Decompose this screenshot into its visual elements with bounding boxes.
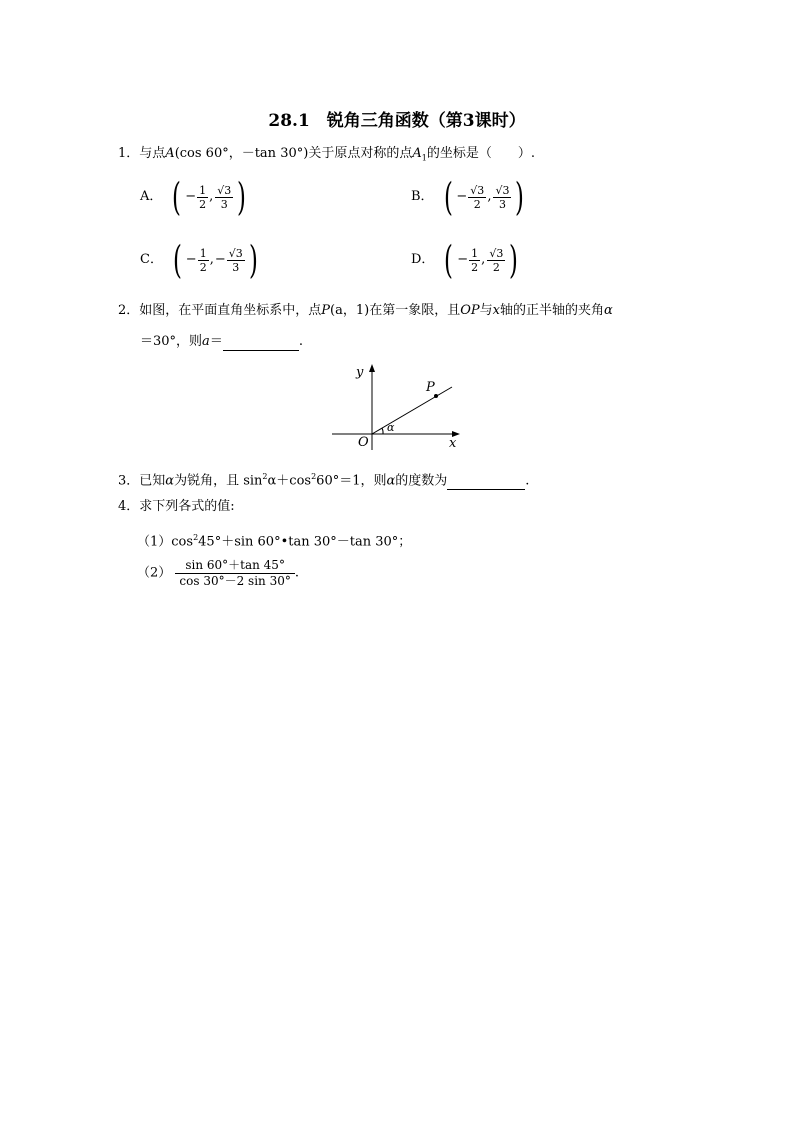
- q2-text-e: ＝30°，则: [140, 334, 203, 349]
- right-paren: ): [248, 238, 258, 282]
- q3-text-a: 已知: [139, 473, 166, 489]
- superscript: 2: [311, 472, 317, 481]
- sign: −: [185, 189, 197, 204]
- right-paren: ): [515, 175, 525, 219]
- right-paren: ): [509, 238, 519, 282]
- question-4: [118, 498, 235, 516]
- sign: −: [185, 252, 197, 267]
- option-b[interactable]: [411, 175, 527, 219]
- coordinate-figure: [328, 360, 468, 452]
- fraction: $\frac{√3}{3}$: [217, 183, 232, 211]
- fraction: $\frac{1}{2}$: [199, 246, 207, 274]
- option-label: D．: [411, 252, 435, 267]
- right-paren: ): [237, 175, 247, 219]
- option-d[interactable]: [411, 238, 521, 282]
- question-number: 1．: [118, 146, 140, 161]
- fraction: $\frac{√3}{2}$: [470, 183, 485, 211]
- p-label: P: [426, 380, 435, 395]
- sign: −: [456, 189, 468, 204]
- option-label: B．: [411, 189, 434, 204]
- comma: ,: [209, 189, 214, 204]
- q3-text-d: 60°＝1，则: [316, 473, 387, 489]
- a-var: a: [202, 334, 210, 349]
- left-paren: (: [172, 175, 182, 219]
- origin-label: O: [358, 435, 369, 450]
- left-paren: (: [444, 238, 454, 282]
- period: .: [298, 334, 303, 349]
- ray-op: [372, 387, 452, 434]
- fraction: $\frac{√3}{3}$: [495, 183, 510, 211]
- segment-op: OP: [460, 303, 480, 318]
- q1-text-c: 的坐标是（ ）.: [426, 146, 535, 161]
- numerator: sin 60°＋tan 45°: [175, 558, 294, 574]
- option-c[interactable]: [140, 238, 261, 282]
- expression-fraction: [175, 558, 294, 589]
- left-paren: (: [443, 175, 453, 219]
- angle-arc: [382, 428, 383, 434]
- point-a1: A: [412, 146, 422, 161]
- alpha-var: α: [386, 473, 396, 489]
- period: .: [525, 473, 530, 489]
- point-p: P: [321, 303, 331, 318]
- subscript: 1: [421, 153, 427, 163]
- q2-text-c: 与: [479, 303, 493, 318]
- answer-blank[interactable]: [447, 475, 525, 490]
- alpha-var: α: [604, 303, 613, 318]
- question-4-part-2: [137, 558, 299, 589]
- period: .: [294, 565, 300, 581]
- point-a-coords: (cos 60°，－tan 30°): [174, 146, 309, 161]
- question-number: 4．: [118, 499, 140, 514]
- question-4-part-1: [137, 529, 411, 551]
- q1-text-a: 与点: [139, 146, 166, 161]
- question-2-line-2: [140, 333, 303, 351]
- q3-text-c: α＋cos: [267, 473, 312, 489]
- point-a: A: [165, 146, 175, 161]
- superscript: 2: [262, 472, 268, 481]
- part-label: （1）: [137, 534, 172, 550]
- angle-label: α: [387, 421, 395, 434]
- question-1: [118, 145, 535, 168]
- fraction: $\frac{1}{2}$: [199, 183, 207, 211]
- superscript: 2: [193, 533, 199, 542]
- part-label: （2）: [137, 565, 172, 581]
- option-label: A．: [140, 189, 163, 204]
- q2-text-f: ＝: [209, 334, 223, 349]
- p1-text-b: 45°＋sin 60°•tan 30°－tan 30°；: [198, 534, 412, 550]
- comma: ,: [209, 252, 214, 267]
- q1-text-b: 关于原点对称的点: [308, 146, 413, 161]
- comma: ,: [481, 252, 486, 267]
- q2-text-b: (a，1)在第一象限，且: [330, 303, 461, 318]
- q4-text: 求下列各式的值:: [139, 499, 235, 514]
- left-paren: (: [172, 238, 182, 282]
- question-number: 3．: [118, 473, 140, 489]
- option-label: C．: [140, 252, 163, 267]
- fraction: $\frac{√3}{2}$: [489, 246, 504, 274]
- option-a[interactable]: [140, 175, 249, 219]
- q3-text-b: 为锐角，且 sin: [174, 473, 263, 489]
- q2-text-a: 如图，在平面直角坐标系中，点: [139, 303, 322, 318]
- y-axis-arrow: [369, 364, 375, 372]
- question-2-line-1: [118, 302, 613, 320]
- x-var: x: [492, 303, 500, 318]
- alpha-var: α: [165, 473, 175, 489]
- fraction: $\frac{√3}{3}$: [228, 246, 243, 274]
- question-3: [118, 468, 529, 490]
- y-label: y: [356, 365, 364, 380]
- p1-text-a: cos: [171, 534, 194, 550]
- question-number: 2．: [118, 303, 140, 318]
- q3-text-e: 的度数为: [395, 473, 448, 489]
- fraction: $\frac{1}{2}$: [471, 246, 479, 274]
- sign: −: [457, 252, 469, 267]
- comma: ,: [487, 189, 492, 204]
- sign: −: [214, 252, 226, 267]
- denominator: cos 30°－2 sin 30°: [179, 574, 291, 588]
- x-label: x: [449, 436, 457, 451]
- page-title: 28.1 锐角三角函数（第3课时）: [268, 111, 526, 131]
- answer-blank[interactable]: [223, 336, 299, 351]
- q2-text-d: 轴的正半轴的夹角: [499, 303, 604, 318]
